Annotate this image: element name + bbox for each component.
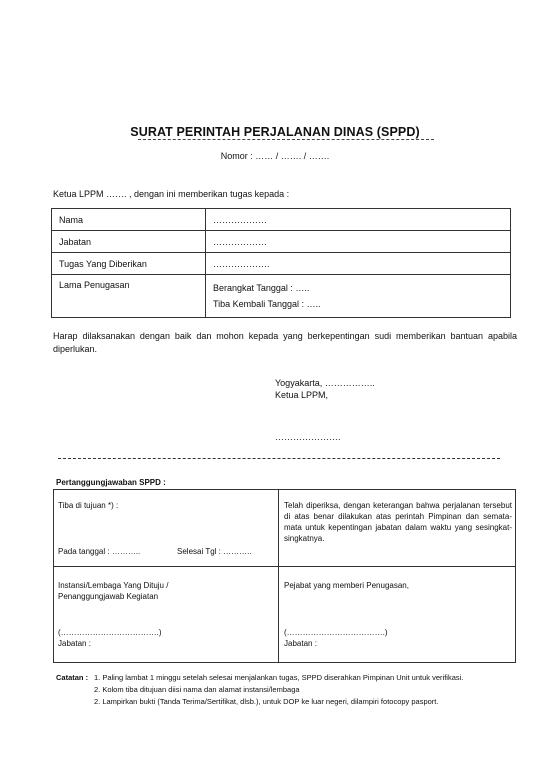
sign-left-line: (……………………………….) (58, 628, 162, 637)
tiba-kembali-tanggal: Tiba Kembali Tanggal : ….. (213, 299, 321, 309)
table-row-tugas (52, 253, 511, 275)
box-divider-vertical (278, 489, 279, 663)
jabatan-left: Jabatan : (58, 639, 91, 648)
pejabat-label: Pejabat yang memberi Penugasan, (284, 581, 409, 590)
sign-right-line: (……………………………….) (284, 628, 388, 637)
catatan-block (56, 672, 463, 708)
signature-right (284, 627, 388, 649)
jabatan-right: Jabatan : (284, 639, 317, 648)
pertanggungjawaban-heading: Pertanggungjawaban SPPD : (56, 478, 166, 487)
signature-left (58, 627, 162, 649)
intro-text: Ketua LPPM ……. , dengan ini memberikan tugas kepada : (53, 189, 290, 199)
pada-tanggal: Pada tanggal : ……….. (58, 547, 141, 556)
place-date: Yogyakarta, …………….. (275, 378, 375, 388)
berangkat-tanggal: Berangkat Tanggal : ….. (213, 283, 310, 293)
signer-role: Ketua LPPM, (275, 390, 329, 400)
box-divider-horizontal (53, 566, 516, 567)
table-row-jabatan (52, 231, 511, 253)
signature-block (275, 377, 375, 401)
selesai-tanggal: Selesai Tgl : ……….. (177, 547, 252, 556)
lama-value (206, 275, 511, 318)
instansi-line: Instansi/Lembaga Yang Dituju / (58, 581, 169, 590)
signature-line: …………………. (275, 432, 341, 442)
jabatan-value: ……………… (206, 231, 511, 253)
table-row-lama (52, 275, 511, 318)
jabatan-label: Jabatan (52, 231, 206, 253)
request-paragraph: Harap dilaksanakan dengan baik dan mohon kepada yang berkepentingan sudi memberikan bantuan apabila diperlukan. (53, 331, 517, 354)
catatan-item-3: 2. Lampirkan bukti (Tanda Terima/Sertifikat, dlsb.), untuk DOP ke luar negeri, dilampiri fotocopy pasport. (94, 697, 439, 706)
assignment-table (51, 208, 511, 318)
penanggung-line: Penanggungjawab Kegiatan (58, 592, 159, 601)
table-row-nama (52, 209, 511, 231)
title-underline (138, 139, 434, 140)
document-title: SURAT PERINTAH PERJALANAN DINAS (SPPD) (130, 125, 420, 139)
tiba-di-tujuan: Tiba di tujuan *) : (58, 501, 119, 510)
section-divider (58, 458, 500, 459)
telah-diperiksa-text: Telah diperiksa, dengan keterangan bahwa perjalanan tersebut di atas benar dilakukan atas perintah Pimpinan dan semata-mata untuk kepentingan jabatan dalam waktu yang sesingkat-singkatnya. (284, 501, 512, 543)
document-number: Nomor : …… / ……. / ……. (220, 151, 330, 161)
nama-label: Nama (52, 209, 206, 231)
catatan-item-1: 1. Paling lambat 1 minggu setelah selesai menjalankan tugas, SPPD diserahkan Pimpinan Unit untuk verifikasi. (94, 673, 464, 682)
tugas-value: ………………. (206, 253, 511, 275)
catatan-label: Catatan : (56, 673, 89, 682)
instansi-label (58, 580, 168, 602)
nama-value: ……………… (206, 209, 511, 231)
tugas-label: Tugas Yang Diberikan (52, 253, 206, 275)
catatan-item-2: 2. Kolom tiba ditujuan diisi nama dan alamat instansi/lembaga (94, 685, 300, 694)
lama-label: Lama Penugasan (52, 275, 206, 318)
